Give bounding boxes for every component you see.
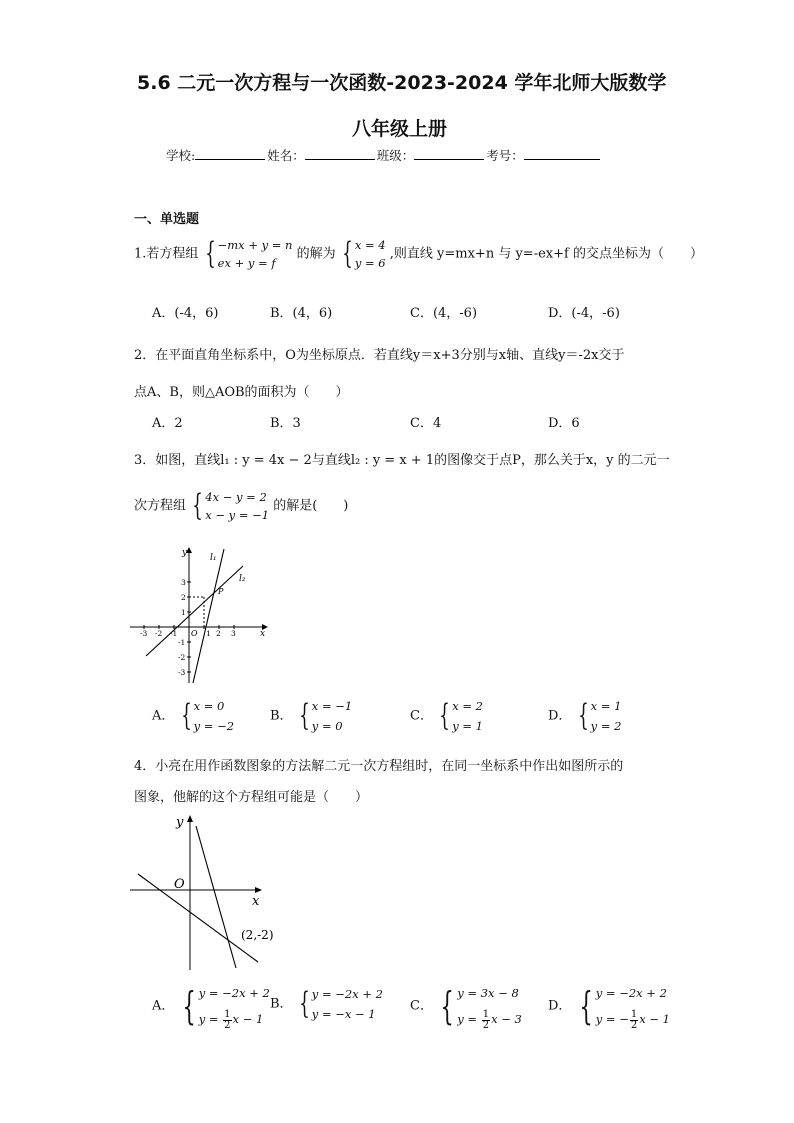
q2-option-b[interactable]: B．3	[270, 416, 301, 431]
q3-ytick-m1: -1	[178, 638, 186, 647]
q1-sol2: y = 6	[354, 256, 386, 270]
q3-d-eq1: x = 1	[590, 699, 622, 713]
q1-system	[203, 236, 293, 272]
q3-xtick-m2: -2	[155, 629, 163, 638]
q4-c-eq2: y = $\frac{1}{2}$ x − 3	[457, 1008, 522, 1031]
q3-c-eq1: x = 2	[452, 699, 483, 713]
q3-d-eq2: y = 2	[590, 719, 622, 733]
name-blank[interactable]	[305, 147, 375, 160]
q4-option-d[interactable]	[548, 980, 670, 1032]
q3-x-label: x	[260, 629, 266, 639]
class-blank[interactable]	[414, 147, 484, 160]
q4-d-eq2: y = − $\frac{1}{2}$ x − 1	[595, 1008, 670, 1031]
q4-a-eq2: y = $\frac{1}{2}$ x − 1	[198, 1008, 264, 1031]
q3-xtick-m1: -1	[170, 629, 178, 638]
brace-icon: {	[577, 698, 589, 733]
q3-origin-label: O	[191, 629, 198, 638]
q2-line2: 点A、B，则△AOB的面积为（ ）	[134, 385, 349, 400]
question-1	[134, 236, 703, 272]
q3-b-eq1: x = −1	[311, 699, 353, 713]
q3-suffix: 的解是( )	[273, 498, 349, 514]
brace-icon: {	[192, 488, 203, 523]
class-label: 班级：	[376, 148, 415, 163]
q4-line2: 图象，他解的这个方程组可能是（ ）	[134, 790, 369, 805]
q1-sol1: x = 4	[354, 238, 386, 252]
q4-x-label: x	[252, 894, 260, 909]
q4-line-shallow	[138, 874, 258, 962]
q2-option-a[interactable]: A．2	[152, 416, 183, 431]
page-title: 5.6 二元一次方程与一次函数-2023-2024 学年北师大版数学	[137, 72, 667, 94]
q4-d-eq1: y = −2x + 2	[595, 986, 667, 1000]
q4-option-b-label: B．	[270, 996, 293, 1012]
q3-eq1: 4x − y = 2	[205, 490, 267, 504]
brace-icon: {	[342, 236, 353, 271]
q3-xtick-2: 2	[216, 629, 221, 638]
q1-solution	[340, 236, 386, 272]
exam-no-label: 考号：	[486, 148, 524, 163]
q1-prefix: 1.若方程组	[134, 246, 199, 262]
q3-eq2: x − y = −1	[205, 508, 270, 522]
q4-option-a-label: A．	[152, 998, 175, 1014]
q3-graph	[130, 543, 270, 685]
q3-option-c[interactable]	[410, 696, 483, 736]
q3-line2	[134, 488, 348, 524]
q3-a-eq2: y = −2	[193, 719, 235, 733]
q3-option-d-label: D．	[548, 708, 572, 724]
q3-option-d[interactable]	[548, 696, 621, 736]
q3-option-a-label: A．	[152, 708, 175, 724]
q4-option-d-label: D．	[548, 998, 572, 1014]
page-subtitle: 八年级上册	[352, 118, 448, 140]
q4-line-steep	[196, 826, 236, 968]
q2-option-c[interactable]: C．4	[410, 416, 442, 431]
q4-b-eq2: y = −x − 1	[311, 1007, 376, 1021]
q3-ytick-1: 1	[181, 608, 186, 617]
brace-icon: {	[579, 984, 593, 1028]
q3-xtick-m3: -3	[140, 629, 148, 638]
q4-origin-label: O	[174, 877, 185, 892]
q3-ytick-m3: -3	[178, 668, 186, 677]
brace-icon: {	[181, 984, 196, 1028]
q3-y-label: y	[182, 548, 188, 558]
q1-mid: 的解为	[296, 246, 336, 262]
q1-option-a[interactable]: A．(-4，6)	[152, 306, 219, 321]
school-label: 学校:	[166, 148, 196, 163]
q4-a-eq1: y = −2x + 2	[198, 986, 270, 1000]
exam-no-blank[interactable]	[524, 147, 600, 160]
brace-icon: {	[298, 986, 310, 1021]
q4-b-eq1: y = −2x + 2	[311, 987, 383, 1001]
q3-p-label: P	[218, 587, 224, 596]
q3-system	[190, 488, 269, 524]
q4-option-c-label: C．	[410, 998, 433, 1014]
q3-option-b[interactable]	[270, 696, 352, 736]
q3-ytick-m2: -2	[178, 653, 186, 662]
q3-l2-label: l₂	[239, 574, 246, 584]
q3-prefix: 次方程组	[134, 498, 187, 514]
q4-option-c[interactable]	[410, 980, 522, 1032]
q4-point-label: (2,-2)	[241, 928, 274, 942]
q4-graph	[130, 812, 290, 972]
q3-ytick-3: 3	[181, 578, 186, 587]
q3-line-l1	[193, 549, 224, 683]
brace-icon: {	[440, 984, 454, 1028]
q4-line1: 4．小亮在用作函数图象的方法解二元一次方程组时，在同一坐标系中作出如图所示的	[134, 759, 624, 774]
brace-icon: {	[180, 698, 192, 733]
brace-icon: {	[298, 698, 310, 733]
q3-b-eq2: y = 0	[311, 719, 343, 733]
school-blank[interactable]	[195, 147, 265, 160]
q1-option-c[interactable]: C．(4，-6)	[410, 306, 478, 321]
q1-eq2: ex + y = f	[217, 256, 276, 270]
q1-suffix: ,则直线 y=mx+n 与 y=-ex+f 的交点坐标为（ ）	[389, 246, 703, 262]
student-info-line	[166, 146, 602, 164]
q3-option-a[interactable]	[152, 696, 234, 736]
q3-xtick-3: 3	[231, 629, 236, 638]
q4-y-arrow-icon	[187, 815, 193, 822]
q4-y-label: y	[176, 815, 184, 830]
q3-a-eq1: x = 0	[193, 699, 225, 713]
q3-line1: 3．如图，直线l₁ : y = 4x − 2与直线l₂ : y = x + 1的图像交于点P，那么关于x，y 的二元一	[134, 453, 670, 468]
q1-eq1: −mx + y = n	[217, 238, 293, 252]
q3-option-b-label: B．	[270, 708, 293, 724]
brace-icon: {	[204, 236, 216, 271]
q2-line1: 2．在平面直角坐标系中，O为坐标原点．若直线y＝x+3分别与x轴、直线y＝-2x交于	[134, 348, 625, 363]
brace-icon: {	[439, 698, 450, 733]
name-label: 姓名：	[267, 148, 305, 163]
q3-ytick-2: 2	[181, 593, 186, 602]
q3-c-eq2: y = 1	[452, 719, 483, 733]
q3-option-c-label: C．	[410, 708, 433, 724]
q1-option-b[interactable]: B．(4，6)	[270, 306, 333, 321]
q3-line-l2	[146, 566, 243, 656]
q3-xtick-1: 1	[206, 629, 211, 638]
q4-option-b[interactable]	[270, 984, 383, 1024]
q4-x-arrow-icon	[255, 887, 262, 893]
q4-option-a[interactable]	[152, 980, 270, 1032]
q4-c-eq1: y = 3x − 8	[457, 986, 519, 1000]
q3-l1-label: l₁	[210, 553, 217, 563]
q1-option-d[interactable]: D．(-4，-6)	[548, 306, 620, 321]
section-heading: 一、单选题	[134, 212, 200, 227]
q2-option-d[interactable]: D．6	[548, 416, 580, 431]
